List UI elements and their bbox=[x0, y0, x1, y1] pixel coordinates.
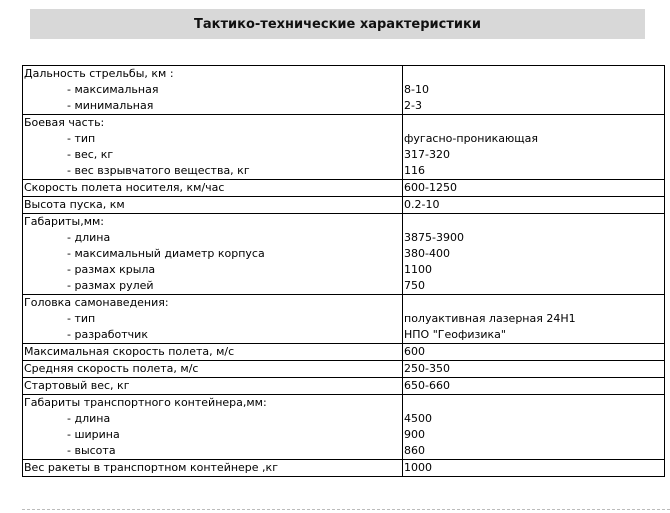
sub-param-label: - ширина bbox=[67, 428, 120, 441]
table-row bbox=[23, 197, 665, 214]
param-label: Дальность стрельбы, км : bbox=[24, 67, 174, 80]
sub-param-value: НПО "Геофизика" bbox=[404, 328, 506, 341]
param-label: Габариты транспортного контейнера,мм: bbox=[24, 396, 267, 409]
value-cell bbox=[403, 395, 665, 460]
sub-param-value: 2-3 bbox=[404, 99, 422, 112]
sub-param-value: 8-10 bbox=[404, 83, 429, 96]
value-spacer bbox=[404, 115, 664, 131]
sub-param-value: 317-320 bbox=[404, 148, 450, 161]
value-cell bbox=[403, 66, 665, 115]
table-row bbox=[23, 115, 665, 180]
value-cell bbox=[403, 197, 665, 214]
page-title: Тактико-технические характеристики bbox=[194, 16, 481, 32]
sub-param-label: - вес взрывчатого вещества, кг bbox=[67, 164, 250, 177]
table-row bbox=[23, 66, 665, 115]
param-label: Габариты,мм: bbox=[24, 215, 104, 228]
param-label: Головка самонаведения: bbox=[24, 296, 169, 309]
sub-param-value: 380-400 bbox=[404, 247, 450, 260]
sub-param-label: - тип bbox=[67, 132, 96, 145]
value-cell bbox=[403, 361, 665, 378]
sub-param-value: 860 bbox=[404, 444, 425, 457]
param-label: Вес ракеты в транспортном контейнере ,кг bbox=[24, 461, 278, 474]
sub-param-label: - высота bbox=[67, 444, 116, 457]
sub-param-label: - размах рулей bbox=[67, 279, 154, 292]
value-cell bbox=[403, 378, 665, 395]
sub-param-value: 3875-3900 bbox=[404, 231, 464, 244]
param-value: 0.2-10 bbox=[404, 198, 440, 211]
table-row bbox=[23, 344, 665, 361]
param-cell bbox=[23, 214, 403, 295]
sub-param-label: - длина bbox=[67, 412, 111, 425]
value-spacer bbox=[404, 214, 664, 230]
param-label: Средняя скорость полета, м/с bbox=[24, 362, 199, 375]
value-cell bbox=[403, 460, 665, 477]
param-cell bbox=[23, 378, 403, 395]
value-cell bbox=[403, 115, 665, 180]
sub-param-label: - размах крыла bbox=[67, 263, 156, 276]
table-row bbox=[23, 460, 665, 477]
table-row bbox=[23, 180, 665, 197]
param-cell bbox=[23, 115, 403, 180]
value-spacer bbox=[404, 395, 664, 411]
table-row bbox=[23, 295, 665, 344]
sub-param-label: - минимальная bbox=[67, 99, 154, 112]
sub-param-value: 4500 bbox=[404, 412, 432, 425]
param-label: Максимальная скорость полета, м/с bbox=[24, 345, 235, 358]
value-cell bbox=[403, 180, 665, 197]
table-row bbox=[23, 361, 665, 378]
table-row bbox=[23, 395, 665, 460]
spec-table-body bbox=[23, 66, 665, 477]
param-value: 250-350 bbox=[404, 362, 450, 375]
value-cell bbox=[403, 344, 665, 361]
param-value: 600-1250 bbox=[404, 181, 457, 194]
sub-param-value: 1100 bbox=[404, 263, 432, 276]
sub-param-value: полуактивная лазерная 24Н1 bbox=[404, 312, 576, 325]
sub-param-label: - длина bbox=[67, 231, 111, 244]
spec-table bbox=[22, 65, 665, 477]
param-cell bbox=[23, 460, 403, 477]
bottom-divider bbox=[22, 509, 670, 510]
sub-param-label: - вес, кг bbox=[67, 148, 114, 161]
value-cell bbox=[403, 214, 665, 295]
param-cell bbox=[23, 361, 403, 378]
sub-param-value: 900 bbox=[404, 428, 425, 441]
sub-param-value: 750 bbox=[404, 279, 425, 292]
sub-param-label: - максимальный диаметр корпуса bbox=[67, 247, 265, 260]
param-cell bbox=[23, 395, 403, 460]
param-value: 650-660 bbox=[404, 379, 450, 392]
param-value: 1000 bbox=[404, 461, 432, 474]
table-row bbox=[23, 378, 665, 395]
sub-param-label: - максимальная bbox=[67, 83, 159, 96]
value-spacer bbox=[404, 295, 664, 311]
param-cell bbox=[23, 66, 403, 115]
value-spacer bbox=[404, 66, 664, 82]
sub-param-label: - разработчик bbox=[67, 328, 148, 341]
param-label: Скорость полета носителя, км/час bbox=[24, 181, 225, 194]
param-cell bbox=[23, 180, 403, 197]
sub-param-value: фугасно-проникающая bbox=[404, 132, 538, 145]
sub-param-label: - тип bbox=[67, 312, 96, 325]
sub-param-value: 116 bbox=[404, 164, 425, 177]
param-label: Боевая часть: bbox=[24, 116, 105, 129]
param-cell bbox=[23, 344, 403, 361]
param-label: Высота пуска, км bbox=[24, 198, 125, 211]
param-label: Стартовый вес, кг bbox=[24, 379, 130, 392]
table-row bbox=[23, 214, 665, 295]
param-cell bbox=[23, 295, 403, 344]
value-cell bbox=[403, 295, 665, 344]
param-value: 600 bbox=[404, 345, 425, 358]
title-bar bbox=[30, 9, 645, 39]
param-cell bbox=[23, 197, 403, 214]
